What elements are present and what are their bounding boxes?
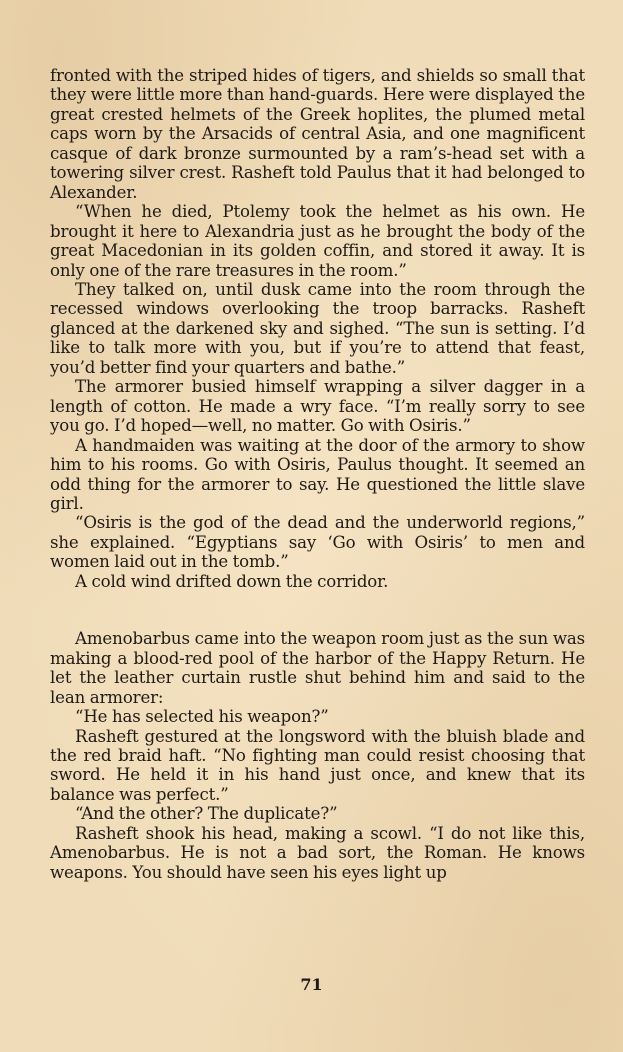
- paragraph: “And the other? The duplicate?”: [75, 804, 338, 824]
- page-number: 71: [300, 975, 323, 994]
- paragraph: Amenobarbus came into the weapon room just as the sun was making a blood-red pool of the harbor of the Happy Return. He let the leather curtain rustle shut behind him and said to the lean armorer:: [50, 629, 585, 707]
- paragraph: “Osiris is the god of the dead and the underworld regions,” she explained. “Egyptians say ‘Go with Osiris’ to men and women laid out in the tomb.”: [50, 513, 585, 572]
- paragraph: Rasheft shook his head, making a scowl. “I do not like this, Amenobarbus. He is not a bad sort, the Roman. He knows weapons. You should have seen his eyes light up: [50, 823, 585, 882]
- book-page-body: [50, 66, 585, 882]
- paragraph: The armorer busied himself wrapping a silver dagger in a length of cotton. He made a wry face. “I’m really sorry to see you go. I’d hoped—well, no matter. Go with Osiris.”: [50, 377, 585, 436]
- paragraph: They talked on, until dusk came into the room through the recessed windows overlooking the troop barracks. Rasheft glanced at the darkened sky and sighed. “The sun is setting. I’d like to talk more with you, but if you’re to attend that feast, you’d better find your quarters and bathe.”: [50, 279, 585, 377]
- paragraph: “He has selected his weapon?”: [75, 707, 329, 727]
- section-break: [50, 591, 585, 629]
- paragraph: Rasheft gestured at the longsword with the bluish blade and the red braid haft. “No fighting man could resist choosing that sword. He held it in his hand just once, and knew that its balance was perfect.”: [50, 726, 585, 804]
- paragraph: A cold wind drifted down the corridor.: [75, 571, 389, 591]
- paragraph: A handmaiden was waiting at the door of the armory to show him to his rooms. Go with Osiris, Paulus thought. It seemed an odd thing for the armorer to say. He questioned the little slave girl.: [50, 435, 585, 513]
- paragraph: “When he died, Ptolemy took the helmet as his own. He brought it here to Alexandria just as he brought the body of the great Macedonian in its golden coffin, and stored it away. It is only one of the rare treasures in the room.”: [50, 202, 585, 280]
- paragraph: fronted with the striped hides of tigers, and shields so small that they were little more than hand-guards. Here were displayed the great crested helmets of the Greek hoplites, the plumed metal caps worn by the Arsacids of central Asia, and one magnificent casque of dark bronze surmounted by a ram’s-head set with a towering silver crest. Rasheft told Paulus that it had belonged to Alexander.: [50, 66, 585, 202]
